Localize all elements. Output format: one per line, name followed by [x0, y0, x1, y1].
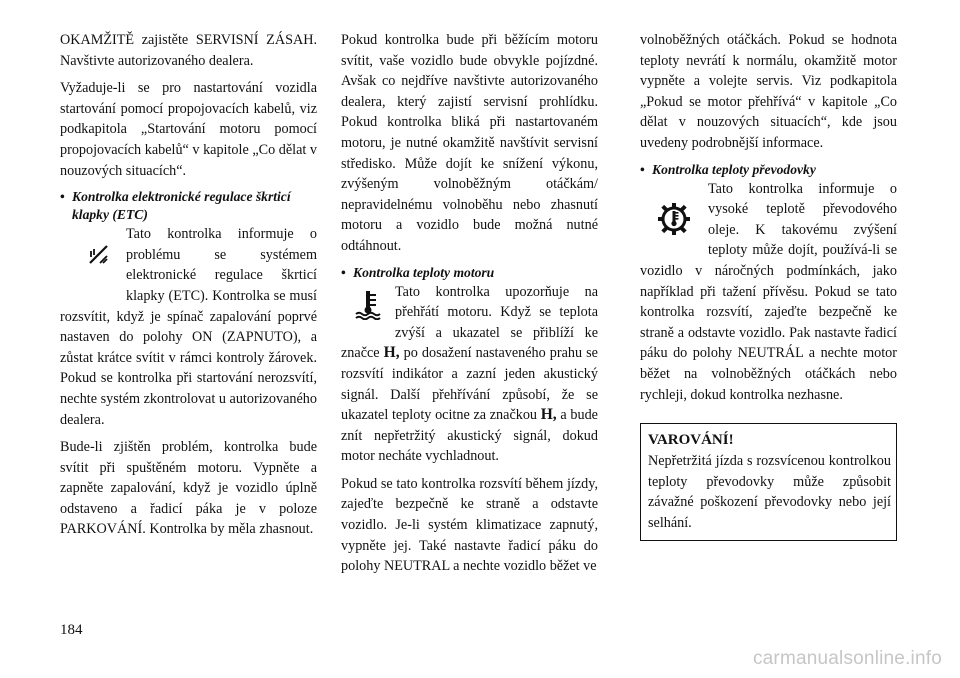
- throttle-warning-icon: [72, 224, 126, 286]
- column-right: [640, 30, 897, 541]
- page-number: 184: [60, 622, 83, 638]
- warning-text: Nepřetržitá jízda s rozsvícenou kontrolkou teploty převodovky může způsobit závažné poškození převodovky nebo její selhání.: [648, 453, 891, 531]
- idle-continued-paragraph: volnoběžných otáčkách. Pokud se hodnota teploty nevrátí k normálu, okamžitě motor vypněte a volejte servis. Viz podkapitola „Pokud se motor přehřívá“ v kapitole „Co dělat v nouzových situacích“, kde jsou uvedeny podrobnější informace.: [640, 32, 897, 151]
- engine-temp-text-c: a bude znít nepřetržitý akustický signál, dokud motor necháte vychladnout.: [341, 407, 598, 465]
- engine-temp-text-a: Tato kontrolka upozorňuje na přehřátí motoru. Když se teplota zvýší a ukazatel se přiblíží ke značce: [341, 283, 598, 362]
- warning-title: VAROVÁNÍ!: [648, 432, 734, 449]
- etc-heading-text: Kontrolka elektronické regulace škrticí klapky (ETC): [72, 189, 291, 223]
- etc-text: Tato kontrolka informuje o problému se systémem elektronické regulace škrticí klapky (ETC). Kontrolka se musí rozsvítit, když je spínač zapalování poprvé nastaven do polohy ON (ZAPNUTO), a zůstat krátce svítit v rámci kontroly žárovek. Pokud se kontrolka při startování nerozsvítí, nechte systém zkontrolovat u autorizovaného dealera.: [60, 226, 317, 428]
- engine-temp-heading-text: Kontrolka teploty motoru: [353, 264, 495, 280]
- warning-box: [640, 423, 897, 541]
- column-middle: [341, 30, 598, 577]
- etc-continued-paragraph: Pokud kontrolka bude při běžícím motoru svítit, vaše vozidlo bude obvykle pojízdné. Avšak co nejdříve navštivte autorizovaného dealera, který zajistí servisní prohlídku. Pokud kontrolka bliká při nastartovaném motoru, je nutné okamžitě navštívit servisní středisko. Může dojít ke snížení výkonu, zvýšeným volnoběžným otáčkám/ nepravidelnému volnoběhu nebo zhasnutí motoru a vozidlo bude možná nutné odtáhnout.: [341, 32, 598, 254]
- engine-temp-heading: • Kontrolka teploty motoru: [341, 264, 495, 280]
- engine-temp-mark-1: H,: [383, 344, 400, 362]
- engine-coolant-temperature-icon: [341, 282, 395, 324]
- jump-start-paragraph: Vyžaduje-li se pro nastartování vozidla startování pomocí propojovacích kabelů, viz podkapitola „Startování motoru pomocí propojovacích kabelů“ v kapitole „Co dělat v nouzových situacích“.: [60, 80, 317, 179]
- watermark: carmanualsonline.info: [752, 648, 942, 669]
- engine-temp-mark-2: H,: [540, 406, 557, 424]
- transmission-temperature-icon: [640, 179, 708, 259]
- transmission-temp-heading-text: Kontrolka teploty převodovky: [652, 161, 816, 177]
- column-left: [60, 30, 317, 540]
- etc-heading: • Kontrolka elektronické regulace škrticí klapky (ETC): [60, 189, 291, 223]
- etc-problem-paragraph: Bude-li zjištěn problém, kontrolka bude svítit při spuštěném motoru. Vypněte a zapněte zapalování, když je vozidlo úplně odstaveno a řadicí páka je v poloze PARKOVÁNÍ. Kontrolka by měla zhasnout.: [60, 439, 317, 538]
- service-paragraph: OKAMŽITĚ zajistěte SERVISNÍ ZÁSAH. Navštivte autorizovaného dealera.: [60, 32, 317, 69]
- engine-temp-action-paragraph: Pokud se tato kontrolka rozsvítí během jízdy, zajeďte bezpečně ke straně a odstavte vozidlo. Je-li systém klimatizace zapnutý, vypněte jej. Také nastavte řadicí páku do polohy NEUTRAL a nechte vozidlo běžet ve: [341, 475, 598, 575]
- engine-temp-text-b: po dosažení nastaveného prahu se rozsvítí indikátor a zazní jeden akustický signál. Další přehřívání způsobí, že se ukazatel teploty ocitne za značkou: [341, 345, 598, 424]
- transmission-temp-heading: • Kontrolka teploty převodovky: [640, 161, 816, 177]
- transmission-temp-text: Tato kontrolka informuje o vysoké teplotě převodového oleje. K takovému zvýšení teploty může dojít, používá-li se vozidlo v náročných podmínkách, jako například při tažení přívěsu. Pokud se tato kontrolka rozsvítí, zajeďte bezpečně ke straně a odstavte vozidlo. Pak nastavte řadicí páku do polohy NEUTRÁL a nechte motor běžet na volnoběžných otáčkách nebo rychleji, dokud kontrolka nezhasne.: [640, 180, 897, 403]
